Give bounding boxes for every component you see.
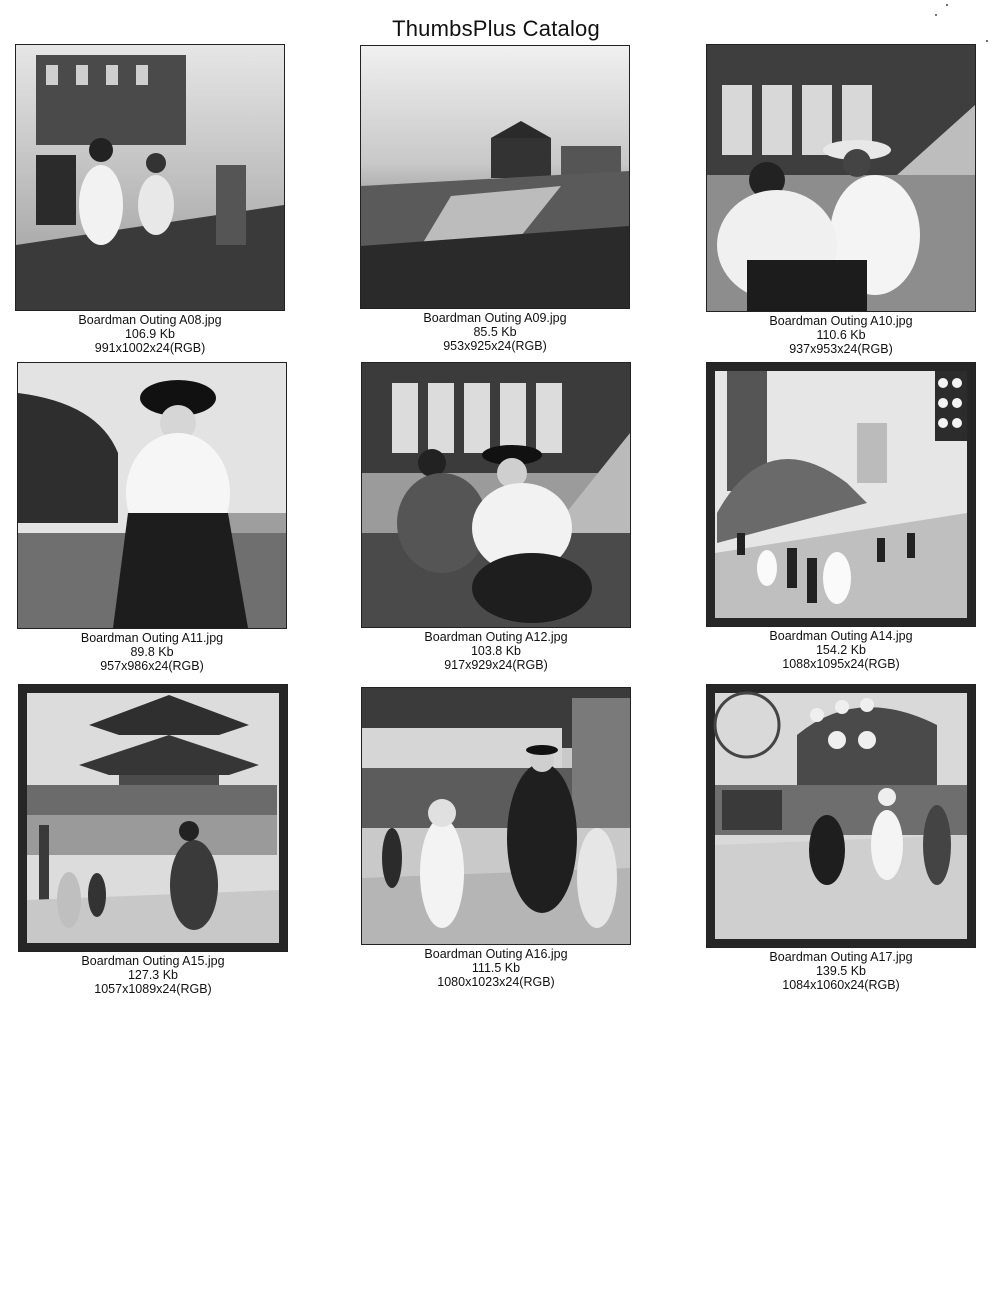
photo-pagoda-street [19, 685, 287, 951]
thumbnail-dimensions: 1080x1023x24(RGB) [437, 975, 555, 989]
thumbnail-image[interactable] [18, 684, 288, 952]
thumbnail-dimensions: 937x953x24(RGB) [789, 342, 893, 356]
thumbnail-image[interactable] [706, 684, 976, 948]
thumbnail-filesize: 103.8 Kb [470, 644, 522, 658]
thumbnail-dimensions: 1088x1095x24(RGB) [782, 657, 900, 671]
thumbnail-image[interactable] [706, 44, 976, 312]
thumbnail-image[interactable] [361, 687, 631, 945]
thumbnail-dimensions: 957x986x24(RGB) [100, 659, 204, 673]
thumbnail-image[interactable] [15, 44, 285, 311]
thumbnail-dimensions: 1084x1060x24(RGB) [782, 978, 900, 992]
scan-speck [935, 14, 937, 16]
thumbnail-cell[interactable] [18, 684, 288, 996]
thumbnail-filename: Boardman Outing A17.jpg [769, 950, 913, 964]
thumbnail-cell[interactable] [361, 687, 631, 989]
thumbnail-image[interactable] [17, 362, 287, 629]
thumbnail-filesize: 85.5 Kb [473, 325, 517, 339]
photo-couple-seated [362, 363, 630, 627]
photo-man-walking [362, 688, 630, 944]
photo-carousel-wheel [707, 685, 975, 947]
thumbnail-cell[interactable] [17, 362, 287, 673]
thumbnail-filename: Boardman Outing A16.jpg [424, 947, 568, 961]
thumbnail-dimensions: 953x925x24(RGB) [443, 339, 547, 353]
photo-boardwalk-crowd [16, 45, 284, 310]
thumbnail-cell[interactable] [361, 362, 631, 672]
thumbnail-filename: Boardman Outing A09.jpg [423, 311, 567, 325]
thumbnail-filename: Boardman Outing A14.jpg [769, 629, 913, 643]
thumbnail-filesize: 154.2 Kb [815, 643, 867, 657]
thumbnail-filename: Boardman Outing A08.jpg [78, 313, 222, 327]
page-title: ThumbsPlus Catalog [392, 16, 600, 41]
thumbnail-image[interactable] [360, 45, 630, 309]
thumbnail-cell[interactable] [706, 44, 976, 356]
thumbnail-dimensions: 917x929x24(RGB) [444, 658, 548, 672]
thumbnail-filename: Boardman Outing A10.jpg [769, 314, 913, 328]
thumbnail-filesize: 106.9 Kb [124, 327, 176, 341]
thumbnail-cell[interactable] [360, 45, 630, 353]
thumbnail-dimensions: 1057x1089x24(RGB) [94, 982, 212, 996]
thumbnail-image[interactable] [706, 362, 976, 627]
photo-amusement-park [707, 363, 975, 626]
thumbnail-filesize: 89.8 Kb [130, 645, 174, 659]
thumbnail-cell[interactable] [706, 684, 976, 992]
thumbnail-filename: Boardman Outing A11.jpg [80, 631, 224, 645]
photo-beach-shore [361, 46, 629, 308]
thumbnail-cell[interactable] [706, 362, 976, 671]
thumbnail-cell[interactable] [15, 44, 285, 355]
thumbnail-image[interactable] [361, 362, 631, 628]
thumbnail-filesize: 139.5 Kb [815, 964, 867, 978]
thumbnail-filesize: 127.3 Kb [127, 968, 179, 982]
thumbnail-filesize: 110.6 Kb [816, 328, 866, 342]
thumbnail-filename: Boardman Outing A12.jpg [424, 630, 568, 644]
scan-speck [946, 4, 948, 6]
thumbnail-dimensions: 991x1002x24(RGB) [94, 341, 206, 355]
photo-woman-standing [18, 363, 286, 628]
photo-two-women-seated [707, 45, 975, 311]
scan-speck [986, 40, 988, 42]
thumbnail-filename: Boardman Outing A15.jpg [81, 954, 225, 968]
thumbnail-filesize: 111.5 Kb [471, 961, 521, 975]
